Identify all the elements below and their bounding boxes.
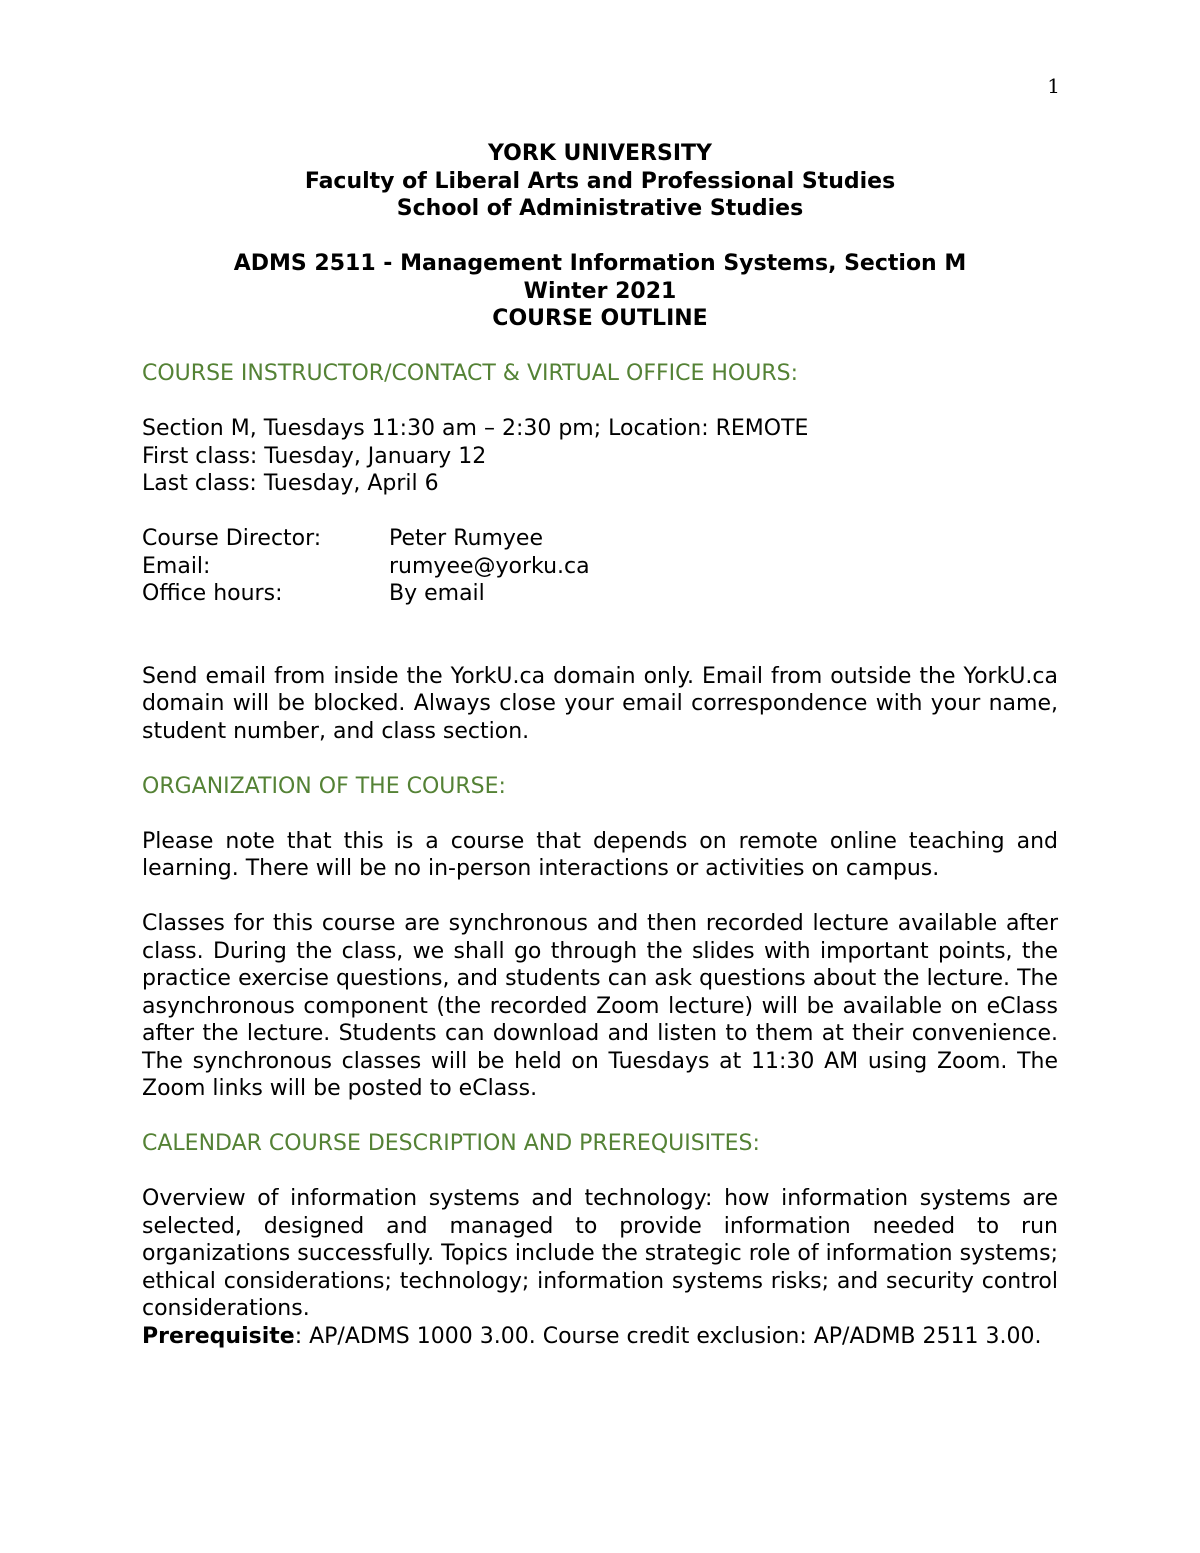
- email-note-paragraph: Send email from inside the YorkU.ca domain only. Email from outside the YorkU.ca domain will be blocked. Always close your email correspondence with your name, student number, and class section.: [142, 663, 1058, 744]
- contact-row-office-hours: [142, 580, 590, 608]
- first-class-line: First class: Tuesday, January 12: [142, 443, 487, 469]
- description-heading: CALENDAR COURSE DESCRIPTION AND PREREQUISITES:: [142, 1131, 760, 1156]
- course-title: ADMS 2511 - Management Information Systems, Section M: [233, 251, 967, 276]
- organization-heading: ORGANIZATION OF THE COURSE:: [142, 773, 506, 799]
- schedule-line: Section M, Tuesdays 11:30 am – 2:30 pm; Location: REMOTE: [142, 416, 809, 441]
- contact-value: By email: [389, 581, 485, 606]
- document-type: COURSE OUTLINE: [492, 306, 708, 331]
- instructor-heading: COURSE INSTRUCTOR/CONTACT & VIRTUAL OFFICE HOURS:: [142, 361, 799, 386]
- contact-label: Course Director:: [142, 526, 322, 551]
- university-name: YORK UNIVERSITY: [488, 141, 712, 166]
- contact-label: Office hours:: [142, 581, 283, 606]
- prerequisite-paragraph: [142, 1323, 1058, 1351]
- last-class-line: Last class: Tuesday, April 6: [142, 471, 439, 496]
- contact-row-email: [142, 553, 590, 581]
- organization-paragraph-1: Please note that this is a course that depends on remote online teaching and learning. There will be no in-person interactions or activities on campus.: [142, 828, 1058, 881]
- prerequisite-text: : AP/ADMS 1000 3.00. Course credit exclusion: AP/ADMB 2511 3.00.: [294, 1323, 1042, 1349]
- contact-value: Peter Rumyee: [389, 526, 543, 551]
- contact-row-director: [142, 525, 590, 553]
- title-block: [142, 140, 1058, 333]
- contact-table: [142, 525, 590, 608]
- school-name: School of Administrative Studies: [396, 196, 804, 221]
- faculty-name: Faculty of Liberal Arts and Professional Studies: [304, 168, 896, 194]
- contact-value-email: rumyee@yorku.ca: [389, 553, 590, 579]
- organization-paragraph-2: Classes for this course are synchronous and then recorded lecture available after class. During the class, we shall go through the slides with important points, the practice exercise questions, and students can ask questions about the lecture. The asynchronous component (the recorded Zoom lecture) will be available on eClass after the lecture. Students can download and listen to them at their convenience. The synchronous classes will be held on Tuesdays at 11:30 AM using Zoom. The Zoom links will be posted to eClass.: [142, 911, 1058, 1101]
- course-term: Winter 2021: [523, 278, 677, 304]
- page-number: 1: [1047, 74, 1060, 98]
- contact-label: Email:: [142, 553, 211, 579]
- prerequisite-label: Prerequisite: [142, 1323, 295, 1349]
- description-paragraph: Overview of information systems and technology: how information systems are selected, designed and managed to provide information needed to run organizations successfully. Topics include the strategic role of information systems; ethical considerations; technology; information systems risks; and security control considerations.: [142, 1186, 1058, 1321]
- document-body: [142, 140, 1058, 1350]
